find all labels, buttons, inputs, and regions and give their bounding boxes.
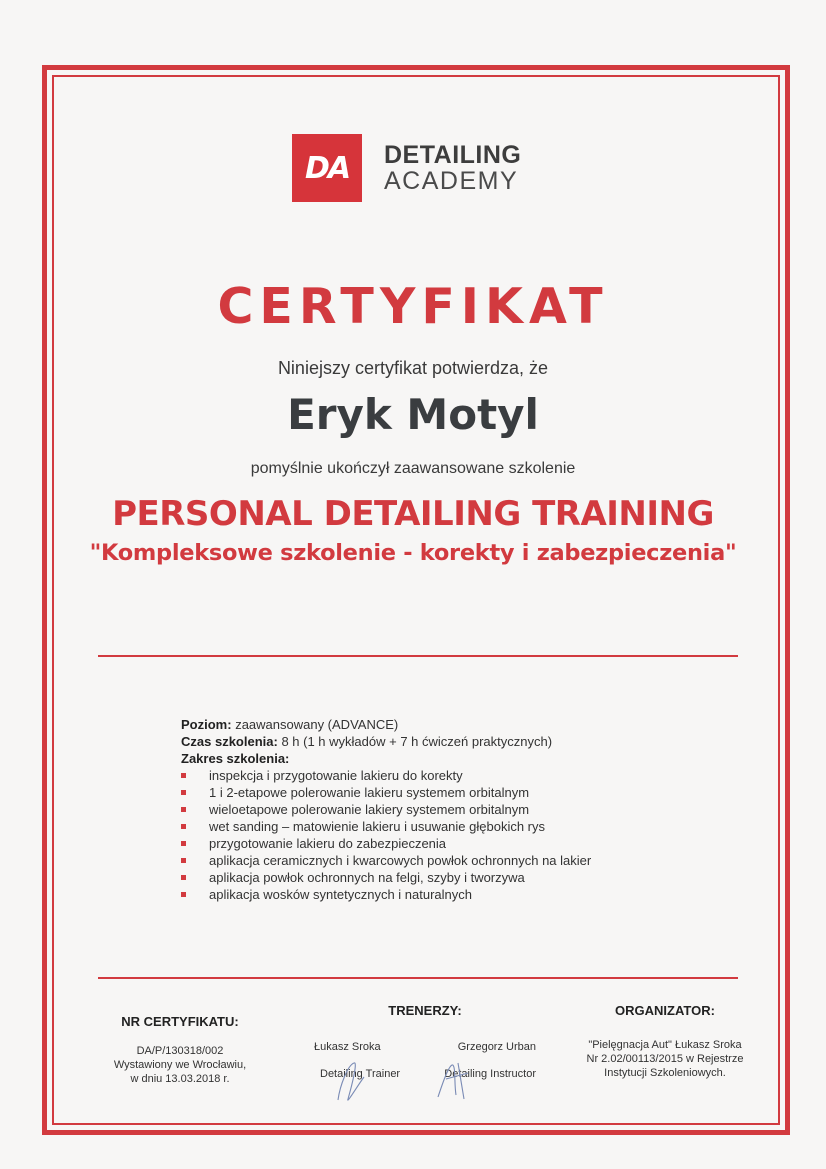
- confirmation-text: Niniejszy certyfikat potwierdza, że: [277, 358, 549, 378]
- logo-wordmark: [384, 140, 522, 195]
- list-item: aplikacja wosków syntetycznych i naturalnych: [181, 886, 591, 903]
- list-item: wet sanding – matowienie lakieru i usuwanie głębokich rys: [181, 818, 591, 835]
- list-item: 1 i 2-etapowe polerowanie lakieru systemem orbitalnym: [181, 784, 591, 801]
- level-label: Poziom:: [181, 717, 232, 732]
- trainer-1-name: Łukasz Sroka: [314, 1041, 381, 1053]
- bullet-icon: [181, 773, 186, 778]
- certificate-number-block: [90, 1015, 270, 1086]
- bullet-icon: [181, 875, 186, 880]
- list-item: inspekcja i przygotowanie lakieru do korekty: [181, 767, 591, 784]
- scope-row: [181, 750, 591, 767]
- organizer-line-1: "Pielęgnacja Aut" Łukasz Sroka: [588, 1039, 742, 1051]
- logo-line-1: DETAILING: [384, 140, 522, 169]
- bullet-icon: [181, 892, 186, 897]
- cert-number: DA/P/130318/002: [136, 1045, 224, 1057]
- trainers-heading: TRENERZY:: [388, 1003, 462, 1018]
- bullet-icon: [181, 858, 186, 863]
- organizer-line-2: Nr 2.02/00113/2015 w Rejestrze: [586, 1053, 744, 1065]
- issued-place: Wystawiony we Wrocławiu,: [113, 1059, 247, 1071]
- duration-label: Czas szkolenia:: [181, 734, 278, 749]
- list-item: aplikacja powłok ochronnych na felgi, szyby i tworzywa: [181, 869, 591, 886]
- logo-line-2: ACADEMY: [384, 166, 519, 195]
- detailing-academy-logo: [292, 134, 521, 202]
- trainer-2-role: Detailing Instructor: [444, 1068, 536, 1080]
- organizer-details: [560, 1038, 770, 1080]
- bullet-icon: [181, 790, 186, 795]
- certificate-title: CERTYFIKAT: [217, 278, 609, 335]
- trainer-signatures: [318, 1055, 518, 1110]
- bullet-icon: [181, 841, 186, 846]
- duration-row: [181, 733, 591, 750]
- divider-top: [98, 655, 738, 657]
- bullet-icon: [181, 807, 186, 812]
- course-title: PERSONAL DETAILING TRAINING: [112, 494, 714, 534]
- organizer-block: [560, 1004, 770, 1080]
- level-row: [181, 716, 591, 733]
- trainer-names: [300, 1040, 550, 1054]
- list-item: przygotowanie lakieru do zabezpieczenia: [181, 835, 591, 852]
- completion-text: pomyślnie ukończył zaawansowane szkolenie: [250, 460, 576, 477]
- course-subtitle: "Kompleksowe szkolenie - korekty i zabezpieczenia": [89, 540, 737, 566]
- list-item: wieloetapowe polerowanie lakiery systemem orbitalnym: [181, 801, 591, 818]
- trainer-2-name: Grzegorz Urban: [457, 1041, 536, 1053]
- issued-date: w dniu 13.03.2018 r.: [130, 1073, 230, 1085]
- certificate-border-inner: [52, 75, 780, 1125]
- list-item: aplikacja ceramicznych i kwarcowych powłok ochronnych na lakier: [181, 852, 591, 869]
- training-details: [181, 716, 591, 903]
- bullet-icon: [181, 824, 186, 829]
- scope-list: [181, 767, 591, 903]
- trainer-1-role: Detailing Trainer: [320, 1068, 401, 1080]
- logo-mark: DA: [292, 134, 362, 202]
- cert-number-heading: NR CERTYFIKATU:: [121, 1014, 239, 1029]
- cert-number-details: [90, 1044, 270, 1086]
- divider-bottom: [98, 977, 738, 979]
- recipient-name: Eryk Motyl: [287, 390, 539, 439]
- organizer-heading: ORGANIZATOR:: [615, 1003, 715, 1018]
- level-value: zaawansowany (ADVANCE): [235, 717, 399, 732]
- scope-label: Zakres szkolenia:: [181, 751, 290, 766]
- duration-value: 8 h (1 h wykładów + 7 h ćwiczeń praktycznych): [281, 734, 553, 749]
- organizer-line-3: Instytucji Szkoleniowych.: [604, 1067, 726, 1079]
